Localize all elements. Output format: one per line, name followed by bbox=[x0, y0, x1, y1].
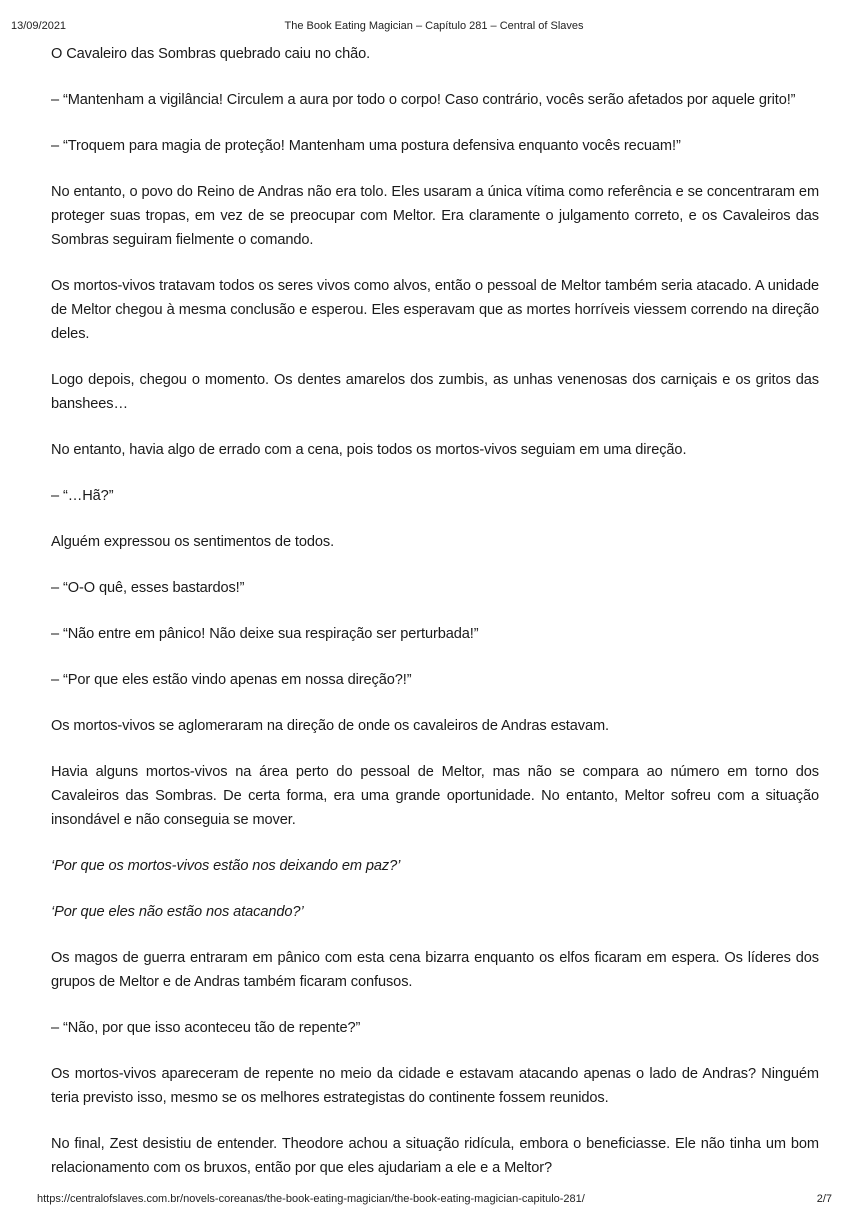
page-title: The Book Eating Magician – Capítulo 281 – Central of Slaves bbox=[284, 20, 584, 32]
paragraph: No entanto, o povo do Reino de Andras não era tolo. Eles usaram a única vítima como referência e se concentraram em proteger suas tropas, em vez de se preocupar com Meltor. Era claramente o julgamento correto, e os Cavaleiros das Sombras seguiram fielmente o comando. bbox=[51, 184, 819, 248]
paragraph: – “Não, por que isso aconteceu tão de repente?” bbox=[51, 1020, 361, 1036]
paragraph: No final, Zest desistiu de entender. Theodore achou a situação ridícula, embora o beneficiasse. Ele não tinha um bom relacionamento com os bruxos, então por que eles ajudariam a ele e a Meltor? bbox=[51, 1136, 819, 1176]
paragraph: – “Mantenham a vigilância! Circulem a aura por todo o corpo! Caso contrário, vocês serão afetados por aquele grito!” bbox=[51, 92, 796, 108]
paragraph: O Cavaleiro das Sombras quebrado caiu no chão. bbox=[51, 46, 371, 62]
paragraph: – “…Hã?” bbox=[51, 488, 114, 504]
source-url: https://centralofslaves.com.br/novels-coreanas/the-book-eating-magician/the-book-eating-magician-capitulo-281/ bbox=[37, 1193, 585, 1205]
paragraph: – “Troquem para magia de proteção! Mantenham uma postura defensiva enquanto vocês recuam!” bbox=[51, 138, 681, 154]
paragraph: Os mortos-vivos tratavam todos os seres vivos como alvos, então o pessoal de Meltor também seria atacado. A unidade de Meltor chegou à mesma conclusão e esperou. Eles esperavam que as mortes horríveis viessem correndo na direção deles. bbox=[51, 278, 819, 342]
paragraph: – “O-O quê, esses bastardos!” bbox=[51, 580, 245, 596]
italic-thought: ‘Por que os mortos-vivos estão nos deixando em paz?’ bbox=[51, 858, 401, 874]
page-number: 2/7 bbox=[816, 1193, 832, 1205]
italic-thought: ‘Por que eles não estão nos atacando?’ bbox=[51, 904, 304, 920]
paragraph: Os magos de guerra entraram em pânico com esta cena bizarra enquanto os elfos ficaram em espera. Os líderes dos grupos de Meltor e de Andras também ficaram confusos. bbox=[51, 950, 819, 990]
paragraph: Havia alguns mortos-vivos na área perto do pessoal de Meltor, mas não se compara ao número em torno dos Cavaleiros das Sombras. De certa forma, era uma grande oportunidade. No entanto, Meltor sofreu com a situação insondável e não conseguia se mover. bbox=[51, 764, 819, 828]
chapter-text bbox=[51, 42, 819, 1202]
print-date: 13/09/2021 bbox=[11, 20, 67, 32]
paragraph: No entanto, havia algo de errado com a cena, pois todos os mortos-vivos seguiam em uma direção. bbox=[51, 442, 687, 458]
paragraph: Logo depois, chegou o momento. Os dentes amarelos dos zumbis, as unhas venenosas dos carniçais e os gritos das banshees… bbox=[51, 372, 819, 412]
paragraph: Os mortos-vivos apareceram de repente no meio da cidade e estavam atacando apenas o lado de Andras? Ninguém teria previsto isso, mesmo se os melhores estrategistas do continente fossem reunidos. bbox=[51, 1066, 819, 1106]
paragraph: – “Não entre em pânico! Não deixe sua respiração ser perturbada!” bbox=[51, 626, 479, 642]
paragraph: Alguém expressou os sentimentos de todos. bbox=[51, 534, 335, 550]
paragraph: – “Por que eles estão vindo apenas em nossa direção?!” bbox=[51, 672, 412, 688]
paragraph: Os mortos-vivos se aglomeraram na direção de onde os cavaleiros de Andras estavam. bbox=[51, 718, 609, 734]
